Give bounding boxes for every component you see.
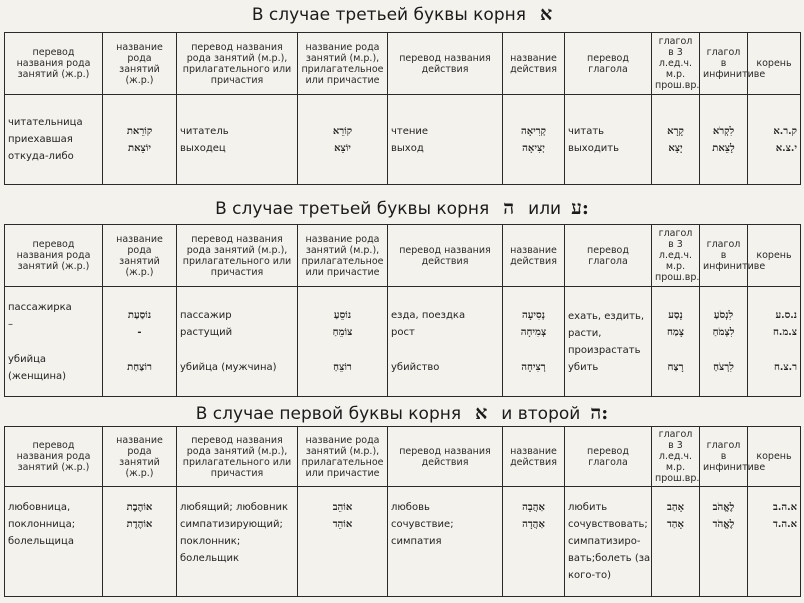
table-first-aleph-second-he: [4, 426, 801, 597]
section2-heading-text: В случае третьей буквы корня: [215, 199, 490, 219]
cell-fem-translation: пассажирка – убийца (женщина): [5, 287, 103, 397]
header-verb-infinitive: глагол в инфинитиве: [700, 225, 748, 287]
table-third-letter-het-ayin: [4, 224, 801, 397]
table-row: [5, 487, 801, 597]
section1-heading-text: В случае третьей буквы корня: [251, 5, 526, 25]
header-action-name: название действия: [503, 33, 565, 95]
section2-heading-or: или: [528, 199, 562, 219]
header-masc-name: название рода занятий (м.р.), прилагательное или причастие: [298, 33, 388, 95]
cell-verb-past: קָרָא יָצָא: [652, 95, 700, 185]
header-root: корень: [748, 33, 801, 95]
header-verb-translation: перевод глагола: [565, 33, 652, 95]
section2-heading-letter1: ה: [503, 197, 515, 219]
header-masc-translation: перевод названия рода занятий (м.р.), прилагательного или причастия: [177, 225, 298, 287]
section3-heading: [0, 402, 804, 425]
header-fem-translation: перевод названия рода занятий (ж.р.): [5, 427, 103, 487]
cell-masc-hebrew: נוֹסֵעַ צוֹמֵחַ רוֹצֵחַ: [298, 287, 388, 397]
header-masc-name: название рода занятий (м.р.), прилагательное или причастие: [298, 225, 388, 287]
header-root: корень: [748, 225, 801, 287]
table-header-row: [5, 225, 801, 287]
cell-fem-hebrew: אוֹהֶבֶת אוֹהֶדֶת: [103, 487, 177, 597]
header-action-name: название действия: [503, 427, 565, 487]
cell-fem-hebrew: קוֹרֵאת יוֹצֵאת: [103, 95, 177, 185]
cell-verb-infinitive: לִנְסֹעַ לִצְמֹחַ לִרְצֹחַ: [700, 287, 748, 397]
header-action-translation: перевод названия действия: [388, 33, 503, 95]
table-row: [5, 95, 801, 185]
table-header-row: [5, 33, 801, 95]
cell-verb-past: אָהַב אָהַד: [652, 487, 700, 597]
cell-verb-infinitive: לֶאֱהֹב לֶאֱהֹד: [700, 487, 748, 597]
cell-action-translation: езда, поездка рост убийство: [388, 287, 503, 397]
cell-fem-hebrew: נוֹסַעַת - רוֹצַחַת: [103, 287, 177, 397]
header-action-translation: перевод названия действия: [388, 225, 503, 287]
header-verb-infinitive: глагол в инфинитиве: [700, 427, 748, 487]
cell-masc-translation: любящий; любовник симпатизирующий; поклонник; болельщик: [177, 487, 298, 597]
header-fem-name: название рода занятий (ж.р.): [103, 225, 177, 287]
header-masc-name: название рода занятий (м.р.), прилагательное или причастие: [298, 427, 388, 487]
cell-verb-translation: ехать, ездить, расти, произрастать убить: [565, 287, 652, 397]
cell-action-hebrew: אַהֲבָה אַהֲדָה: [503, 487, 565, 597]
cell-masc-hebrew: קוֹרֵא יוֹצֵא: [298, 95, 388, 185]
cell-verb-translation: любить сочувствовать; симпатизиро- вать;болеть (за кого-то): [565, 487, 652, 597]
section1-heading: [0, 3, 804, 26]
cell-root: נ.ס.ע צ.מ.ח ר.צ.ח: [748, 287, 801, 397]
table-third-letter-aleph: [4, 32, 801, 185]
section3-heading-letter2: ה:: [590, 402, 609, 424]
section2-heading-letter2: ע:: [571, 197, 589, 219]
section1-heading-letter: א: [539, 3, 553, 25]
cell-verb-translation: читать выходить: [565, 95, 652, 185]
header-verb-translation: перевод глагола: [565, 427, 652, 487]
header-action-translation: перевод названия действия: [388, 427, 503, 487]
header-verb-infinitive: глагол в инфинитиве: [700, 33, 748, 95]
table-header-row: [5, 427, 801, 487]
header-fem-name: название рода занятий (ж.р.): [103, 427, 177, 487]
header-root: корень: [748, 427, 801, 487]
header-verb-past: глагол в 3 л.ед.ч. м.р. прош.вр.: [652, 427, 700, 487]
header-action-name: название действия: [503, 225, 565, 287]
header-verb-translation: перевод глагола: [565, 225, 652, 287]
cell-masc-translation: пассажир растущий убийца (мужчина): [177, 287, 298, 397]
header-verb-past: глагол в 3 л.ед.ч. м.р. прош.вр.: [652, 33, 700, 95]
section3-heading-and: и второй: [501, 404, 581, 424]
header-fem-name: название рода занятий (ж.р.): [103, 33, 177, 95]
section3-heading-text: В случае первой буквы корня: [195, 404, 462, 424]
header-fem-translation: перевод названия рода занятий (ж.р.): [5, 225, 103, 287]
cell-verb-past: נָסַע צָמַח רָצַח: [652, 287, 700, 397]
header-masc-translation: перевод названия рода занятий (м.р.), прилагательного или причастия: [177, 33, 298, 95]
cell-action-hebrew: קְרִיאָה יְצִיאָה: [503, 95, 565, 185]
section3-heading-letter1: א: [475, 402, 488, 424]
header-fem-translation: перевод названия рода занятий (ж.р.): [5, 33, 103, 95]
header-verb-past: глагол в 3 л.ед.ч. м.р. прош.вр.: [652, 225, 700, 287]
cell-masc-hebrew: אוֹהֵב אוֹהֵד: [298, 487, 388, 597]
cell-action-hebrew: נְסִיעָה צְמִיחָה רְצִיחָה: [503, 287, 565, 397]
header-masc-translation: перевод названия рода занятий (м.р.), прилагательного или причастия: [177, 427, 298, 487]
cell-fem-translation: читательница приехавшая откуда-либо: [5, 95, 103, 185]
cell-verb-infinitive: לִקְרֹא לָצֵאת: [700, 95, 748, 185]
section2-heading: [0, 197, 804, 220]
cell-action-translation: любовь сочувствие; симпатия: [388, 487, 503, 597]
cell-root: ק.ר.א י.צ.א: [748, 95, 801, 185]
cell-fem-translation: любовница, поклонница; болельщица: [5, 487, 103, 597]
cell-root: א.ה.ב א.ה.ד: [748, 487, 801, 597]
cell-action-translation: чтение выход: [388, 95, 503, 185]
table-row: [5, 287, 801, 397]
cell-masc-translation: читатель выходец: [177, 95, 298, 185]
